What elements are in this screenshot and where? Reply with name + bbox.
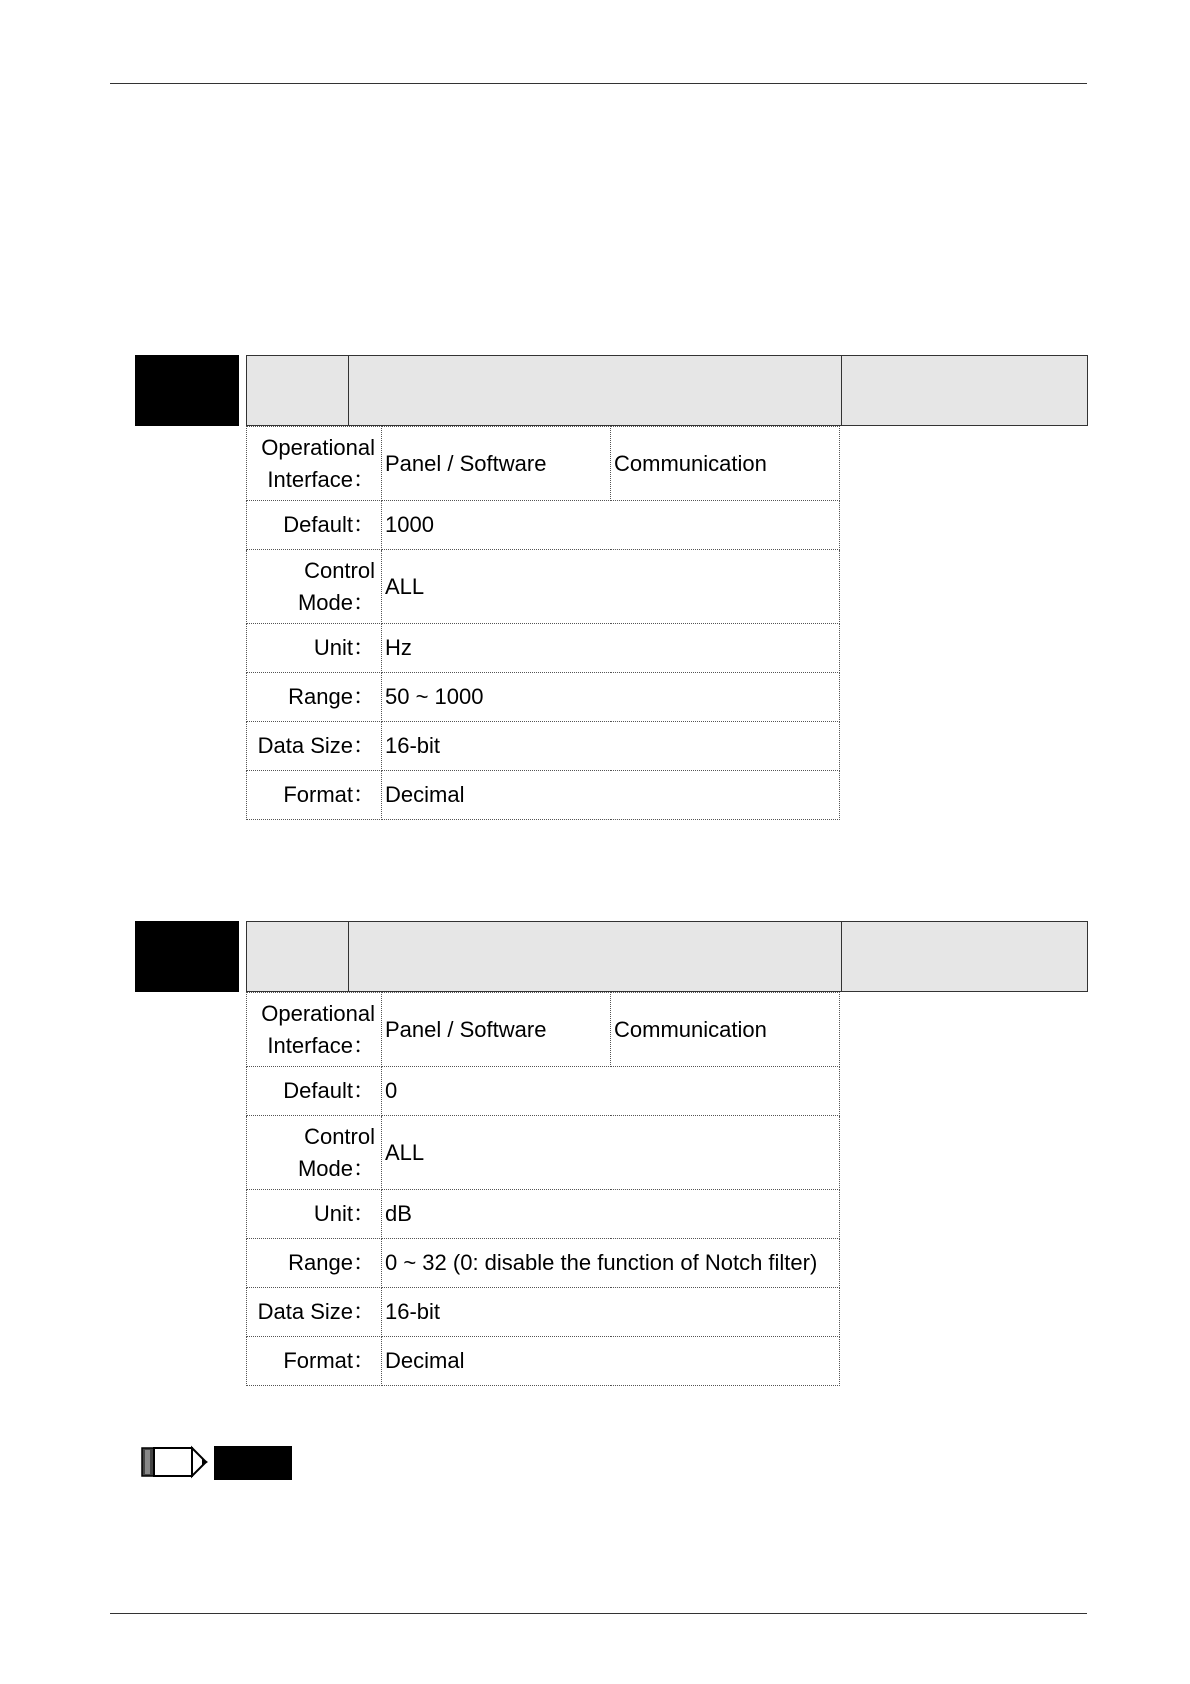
unit-row bbox=[247, 1190, 840, 1239]
format-value: Decimal bbox=[382, 1337, 840, 1386]
interface-label bbox=[247, 993, 382, 1067]
note-marker bbox=[140, 1444, 292, 1480]
data-size-row bbox=[247, 722, 840, 771]
header-divider bbox=[348, 922, 349, 991]
parameter-header-row bbox=[246, 355, 1088, 426]
control-mode-label-line1: Control bbox=[304, 1123, 375, 1149]
footer-rule bbox=[110, 1613, 1087, 1614]
control-mode-label-line1: Control bbox=[304, 557, 375, 583]
default-row bbox=[247, 501, 840, 550]
data-size-value: 16-bit bbox=[382, 1288, 840, 1337]
interface-label bbox=[247, 427, 382, 501]
header-divider bbox=[841, 356, 842, 425]
parameter-spec-table bbox=[246, 992, 840, 1386]
format-value: Decimal bbox=[382, 771, 840, 820]
range-value: 50 ~ 1000 bbox=[382, 673, 840, 722]
control-mode-value: ALL bbox=[382, 1116, 840, 1190]
interface-comm-value: Communication bbox=[611, 427, 840, 501]
parameter-code-box bbox=[135, 355, 239, 426]
parameter-code-box bbox=[135, 921, 239, 992]
header-divider bbox=[348, 356, 349, 425]
range-row bbox=[247, 1239, 840, 1288]
control-mode-label bbox=[247, 1116, 382, 1190]
range-value: 0 ~ 32 (0: disable the function of Notch filter) bbox=[382, 1239, 840, 1288]
control-mode-label bbox=[247, 550, 382, 624]
unit-label: Unit： bbox=[247, 624, 382, 673]
interface-panel-value: Panel / Software bbox=[382, 993, 611, 1067]
interface-row bbox=[247, 427, 840, 501]
interface-label-line1: Operational bbox=[261, 1000, 375, 1026]
range-row bbox=[247, 673, 840, 722]
default-value: 0 bbox=[382, 1067, 840, 1116]
unit-row bbox=[247, 624, 840, 673]
default-value: 1000 bbox=[382, 501, 840, 550]
interface-panel-value: Panel / Software bbox=[382, 427, 611, 501]
data-size-label: Data Size： bbox=[247, 722, 382, 771]
control-mode-row bbox=[247, 550, 840, 624]
header-divider bbox=[841, 922, 842, 991]
format-row bbox=[247, 771, 840, 820]
interface-label-line1: Operational bbox=[261, 434, 375, 460]
data-size-value: 16-bit bbox=[382, 722, 840, 771]
interface-label-line2: Interface： bbox=[267, 1032, 375, 1058]
default-row bbox=[247, 1067, 840, 1116]
interface-comm-value: Communication bbox=[611, 993, 840, 1067]
range-label: Range： bbox=[247, 1239, 382, 1288]
pencil-icon bbox=[140, 1444, 210, 1480]
parameter-spec-table bbox=[246, 426, 840, 820]
unit-label: Unit： bbox=[247, 1190, 382, 1239]
interface-row bbox=[247, 993, 840, 1067]
unit-value: dB bbox=[382, 1190, 840, 1239]
interface-label-line2: Interface： bbox=[267, 466, 375, 492]
control-mode-label-line2: Mode： bbox=[297, 589, 375, 615]
header-rule bbox=[110, 83, 1087, 84]
default-label: Default： bbox=[247, 501, 382, 550]
range-label: Range： bbox=[247, 673, 382, 722]
data-size-label: Data Size： bbox=[247, 1288, 382, 1337]
data-size-row bbox=[247, 1288, 840, 1337]
control-mode-label-line2: Mode： bbox=[297, 1155, 375, 1181]
format-label: Format： bbox=[247, 1337, 382, 1386]
control-mode-row bbox=[247, 1116, 840, 1190]
note-label-box bbox=[214, 1446, 292, 1480]
format-label: Format： bbox=[247, 771, 382, 820]
control-mode-value: ALL bbox=[382, 550, 840, 624]
default-label: Default： bbox=[247, 1067, 382, 1116]
parameter-header-row bbox=[246, 921, 1088, 992]
unit-value: Hz bbox=[382, 624, 840, 673]
format-row bbox=[247, 1337, 840, 1386]
